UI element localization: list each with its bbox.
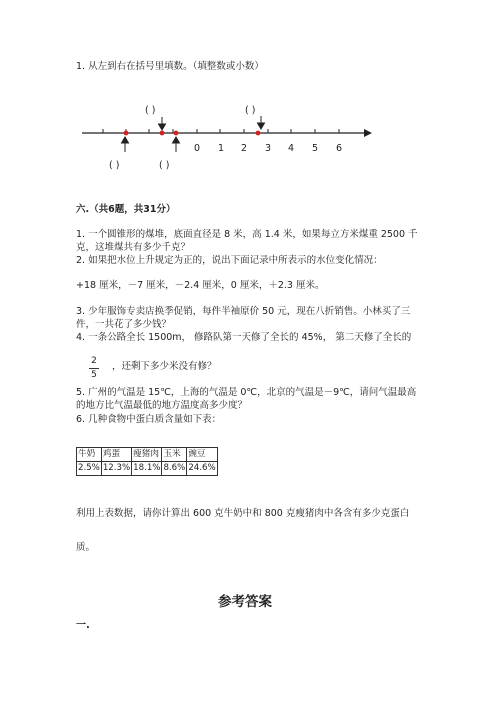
problem-1-line-2: 克，这堆煤共有多少千克？ <box>76 242 191 253</box>
problem-4-line-2: ，还剩下多少米没有修？ <box>112 361 217 372</box>
problem-4-fraction <box>89 356 99 381</box>
blank-above-left: ( ) <box>145 105 156 116</box>
section-6-title: 六.（共6题，共31分） <box>76 204 176 215</box>
number-line-label-1: 1 <box>218 143 225 154</box>
problem-6-line-3: 质。 <box>76 542 96 553</box>
number-line-label-3: 3 <box>265 143 272 154</box>
table-cell: 12.3% <box>101 462 131 476</box>
problem-4-line-1: 4. 一条公路全长 1500m， 修路队第一天修了全长的 45%， 第二天修了全长的 <box>76 332 412 343</box>
table-cell: 24.6% <box>187 462 217 476</box>
number-line-arrowhead <box>364 129 372 137</box>
problem-6-line-1: 6. 几种食物中蛋白质含量如下表： <box>76 414 222 425</box>
table-header-cell: 豌豆 <box>187 448 217 462</box>
table-header-cell: 牛奶 <box>77 448 102 462</box>
point-3 <box>174 131 179 136</box>
table-header-row <box>77 448 218 462</box>
number-line-diagram <box>0 0 500 200</box>
table-header-cell: 瘦猪肉 <box>132 448 162 462</box>
question-1-text: 1. 从左到右在括号里填数。（填整数或小数） <box>76 61 264 72</box>
problem-3-line-2: 件，一共花了多少钱？ <box>76 319 172 330</box>
problem-3-line-1: 3. 少年服饰专卖店换季促销，每件半袖原价 50 元，现在八折销售。小林买了三 <box>76 306 411 317</box>
down-arrows <box>159 116 265 130</box>
table-header-cell: 玉米 <box>162 448 187 462</box>
point-1 <box>124 131 129 136</box>
fraction-numerator: 2 <box>91 356 97 366</box>
table-cell: 18.1% <box>132 462 162 476</box>
answer-title: 参考答案 <box>218 594 272 610</box>
fraction-denominator: 5 <box>91 370 97 380</box>
table-cell: 2.5% <box>77 462 102 476</box>
blank-above-right: ( ) <box>245 105 256 116</box>
blank-below-right: ( ) <box>159 160 170 171</box>
number-line-label-0: 0 <box>194 143 201 154</box>
problem-2-line-1: 2. 如果把水位上升规定为正的，说出下面记录中所表示的水位变化情况： <box>76 255 383 266</box>
table-header-cell: 鸡蛋 <box>101 448 131 462</box>
up-arrows <box>122 137 180 152</box>
point-2 <box>160 131 165 136</box>
number-line-label-5: 5 <box>312 143 319 154</box>
problem-1-line-1: 1. 一个圆锥形的煤堆，底面直径是 8 米，高 1.4 米，如果每立方米煤重 2500 千 <box>76 229 418 240</box>
answer-section-1: 一. <box>76 620 90 631</box>
problem-6-line-2: 利用上表数据，请你计算出 600 克牛奶中和 800 克瘦猪肉中各含有多少克蛋白 <box>76 508 410 519</box>
problem-2-line-2: +18 厘米，－7 厘米，－2.4 厘米，0 厘米，＋2.3 厘米。 <box>76 280 325 291</box>
number-line-label-2: 2 <box>241 143 248 154</box>
problem-5-line-2: 的地方比气温最低的地方温度高多少度？ <box>76 400 248 411</box>
problem-5-line-1: 5. 广州的气温是 15℃，上海的气温是 0℃，北京的气温是－9℃，请问气温最高 <box>76 387 417 398</box>
table-row <box>77 462 218 476</box>
fraction-bar <box>89 368 99 369</box>
table-cell: 8.6% <box>162 462 187 476</box>
protein-content-table <box>76 447 218 476</box>
point-4 <box>256 131 261 136</box>
number-line-label-6: 6 <box>336 143 343 154</box>
number-line-label-4: 4 <box>288 143 295 154</box>
blank-below-left: ( ) <box>109 160 120 171</box>
